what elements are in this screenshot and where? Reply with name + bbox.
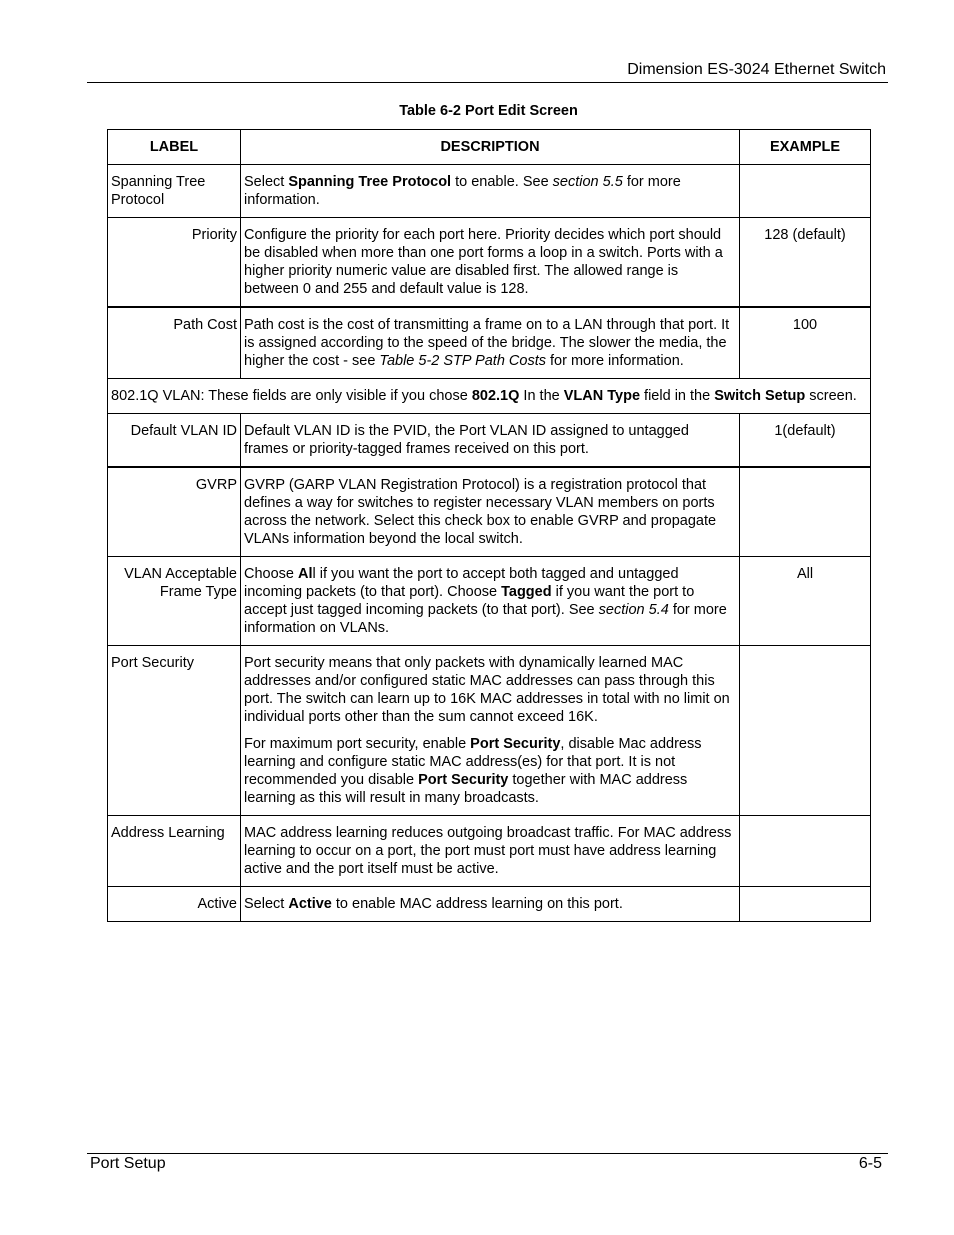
italic-reference: Table 5-2 STP Path Costs [379, 353, 546, 369]
text-run: Choose [244, 566, 299, 582]
description-paragraph [244, 476, 736, 548]
row-description [241, 646, 740, 816]
text-run: l if you want the port to accept both tagged and untagged incoming packets (to that port). Choose [244, 566, 679, 600]
row-label: Priority [108, 218, 241, 308]
row-label: Port Security [108, 646, 241, 816]
row-description [241, 887, 740, 922]
text-run: Port security means that only packets with dynamically learned MAC addresses and/or configured static MAC addresses can pass through this port. The switch can learn up to 16K MAC addresses in total with no limit on individual ports other than the sum cannot exceed 16K. [244, 655, 730, 725]
row-description [241, 557, 740, 646]
text-run: For maximum port security, enable [244, 736, 471, 752]
row-label: GVRP [108, 467, 241, 557]
table-row-gvrp [108, 467, 871, 557]
row-example: 128 (default) [740, 218, 871, 308]
bold-term: VLAN Type [563, 388, 641, 404]
row-example [740, 887, 871, 922]
row-label: VLAN Acceptable Frame Type [108, 557, 241, 646]
bold-term: Port Security [470, 736, 561, 752]
text-run: Path cost is the cost of transmitting a frame on to a LAN through that port. It is assigned according to the speed of the bridge. The slower the media, the higher the cost - see [244, 317, 730, 369]
text-run: for more information. [244, 174, 681, 208]
text-run: screen. [805, 388, 857, 404]
description-paragraph [244, 422, 736, 458]
row-label: Default VLAN ID [108, 414, 241, 468]
table-row-path-cost [108, 307, 871, 379]
row-example [740, 467, 871, 557]
text-run: to enable. See [451, 174, 553, 190]
description-paragraph [244, 824, 736, 878]
bold-term: Active [288, 896, 332, 912]
text-run: to enable MAC address learning on this port. [331, 896, 623, 912]
row-label: Active [108, 887, 241, 922]
italic-reference: section 5.5 [552, 174, 623, 190]
row-example: 1(default) [740, 414, 871, 468]
description-paragraph [244, 173, 736, 209]
vlan-note [108, 379, 871, 414]
row-description [241, 816, 740, 887]
header-divider [87, 82, 888, 83]
text-run: Configure the priority for each port here. Priority decides which port should be disabled when more than one port forms a loop in a switch. Ports with a higher priority numeric value are disabled first. The allowed range is between 0 and 255 and default value is 128. [244, 227, 723, 297]
text-run: if you want the port to accept just tagged incoming packets (to that port). See [244, 584, 695, 618]
table-row-address-learning [108, 816, 871, 887]
italic-reference: section 5.4 [598, 602, 669, 618]
column-header-label: LABEL [108, 130, 241, 165]
table-row-vlan-frame-type [108, 557, 871, 646]
table-row-spanning-tree [108, 165, 871, 218]
row-description [241, 218, 740, 308]
table-row-port-security [108, 646, 871, 816]
row-description [241, 307, 740, 379]
table-row-active [108, 887, 871, 922]
row-example [740, 816, 871, 887]
bold-term: Al [298, 566, 313, 582]
footer-section-title: Port Setup [90, 1155, 166, 1172]
document-header-title: Dimension ES-3024 Ethernet Switch [627, 61, 886, 78]
column-header-example: EXAMPLE [740, 130, 871, 165]
row-label: Path Cost [108, 307, 241, 379]
description-paragraph [244, 895, 736, 913]
text-run: Default VLAN ID is the PVID, the Port VLAN ID assigned to untagged frames or priority-tagged frames received on this port. [244, 423, 689, 457]
row-label: Address Learning [108, 816, 241, 887]
text-run: , disable Mac address learning and configure static MAC address(es) for that port. It is not recommended you disable [244, 736, 702, 788]
bold-term: 802.1Q [471, 388, 520, 404]
text-run: 802.1Q VLAN: These fields are only visible if you chose [111, 388, 472, 404]
text-run: Select [244, 896, 289, 912]
table-caption: Table 6-2 Port Edit Screen [399, 103, 578, 119]
row-example [740, 646, 871, 816]
row-example [740, 165, 871, 218]
table-row-default-vlan-id [108, 414, 871, 468]
row-label: Spanning Tree Protocol [108, 165, 241, 218]
footer-divider [87, 1153, 888, 1154]
description-paragraph [244, 226, 736, 298]
table-row-priority [108, 218, 871, 308]
text-run: In the [519, 388, 564, 404]
row-description [241, 467, 740, 557]
row-description [241, 165, 740, 218]
bold-term: Port Security [418, 772, 509, 788]
text-run: MAC address learning reduces outgoing broadcast traffic. For MAC address learning to occur on a port, the port must port must have address learning active and the port itself must be active. [244, 825, 732, 877]
table-header-row [108, 130, 871, 165]
row-example: All [740, 557, 871, 646]
text-run: for more information. [546, 353, 684, 369]
footer-page-number: 6-5 [858, 1155, 882, 1172]
description-paragraph [244, 565, 736, 637]
column-header-description: DESCRIPTION [241, 130, 740, 165]
text-run: Select [244, 174, 289, 190]
description-paragraph [244, 316, 736, 370]
description-paragraph [244, 735, 736, 807]
text-run: field in the [640, 388, 715, 404]
text-run: together with MAC address learning as this will result in many broadcasts. [244, 772, 688, 806]
text-run: GVRP (GARP VLAN Registration Protocol) is a registration protocol that defines a way for switches to register necessary VLAN members on ports across the network. Select this check box to enable GVRP and propagate VLANs information beyond the local switch. [244, 477, 717, 547]
description-paragraph [244, 654, 736, 726]
port-edit-table [107, 129, 871, 922]
bold-term: Switch Setup [714, 388, 806, 404]
text-run: for more information on VLANs. [244, 602, 727, 636]
table-row-vlan-note [108, 379, 871, 414]
row-description [241, 414, 740, 468]
bold-term: Tagged [501, 584, 552, 600]
row-example: 100 [740, 307, 871, 379]
bold-term: Spanning Tree Protocol [288, 174, 452, 190]
